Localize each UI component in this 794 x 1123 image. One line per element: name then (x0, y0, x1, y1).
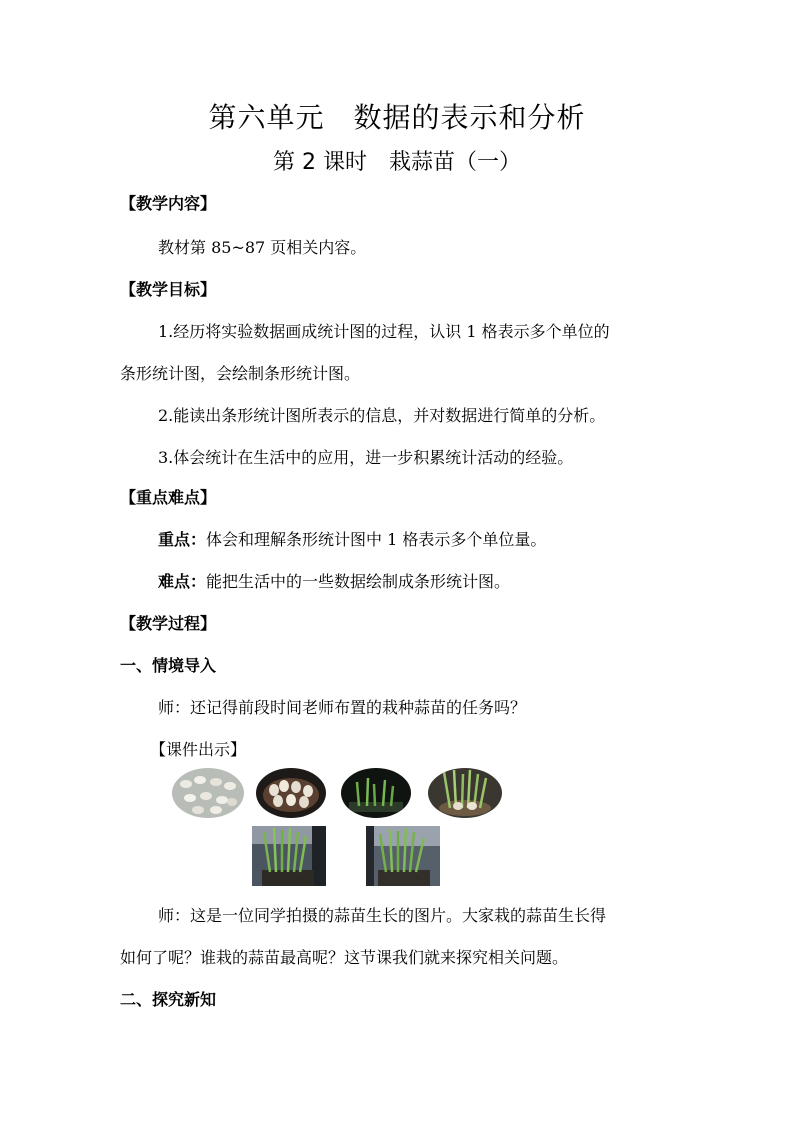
teacher-question: 师：还记得前段时间老师布置的栽种蒜苗的任务吗？ (158, 698, 527, 717)
teacher-answer-line2: 如何了呢？谁栽的蒜苗最高呢？这节课我们就来探究相关问题。 (120, 948, 569, 967)
content-heading: 【教学内容】 (120, 194, 217, 213)
difficulty-text: 能把生活中的一些数据绘制成条形统计图。 (206, 572, 511, 591)
goal-1-line1: 1.经历将实验数据画成统计图的过程，认识 1 格表示多个单位的 (158, 322, 610, 341)
part2-heading: 二、探究新知 (120, 990, 217, 1009)
key-heading: 【重点难点】 (120, 488, 217, 507)
goal-1-line2: 条形统计图，会绘制条形统计图。 (120, 364, 361, 383)
part1-heading: 一、情境导入 (120, 656, 217, 675)
garlic-sprouting-photo (341, 768, 411, 818)
garlic-growing-photo (428, 768, 502, 818)
teacher-answer-line1: 师：这是一位同学拍摄的蒜苗生长的图片。大家栽的蒜苗生长得 (158, 906, 607, 925)
difficulty-label: 难点： (158, 572, 207, 591)
process-heading: 【教学过程】 (120, 614, 217, 633)
key-label: 重点： (158, 530, 207, 549)
key-text: 体会和理解条形统计图中 1 格表示多个单位量。 (206, 530, 547, 549)
difficulty-point (158, 570, 718, 594)
unit-title: 第六单元 数据的表示和分析 (208, 101, 586, 134)
garlic-tall-photo-1 (252, 826, 326, 886)
key-point (158, 528, 718, 552)
garlic-planted-photo (256, 768, 326, 818)
garlic-tall-photo-2 (366, 826, 440, 886)
content-text: 教材第 85~87 页相关内容。 (158, 238, 367, 257)
goals-heading: 【教学目标】 (120, 280, 217, 299)
goal-3: 3.体会统计在生活中的应用，进一步积累统计活动的经验。 (158, 448, 574, 467)
lesson-title: 第 2 课时 栽蒜苗（一） (273, 150, 521, 175)
courseware-label: 【课件出示】 (150, 740, 247, 759)
garlic-soaking-photo (172, 768, 244, 818)
goal-2: 2.能读出条形统计图所表示的信息，并对数据进行简单的分析。 (158, 406, 606, 425)
